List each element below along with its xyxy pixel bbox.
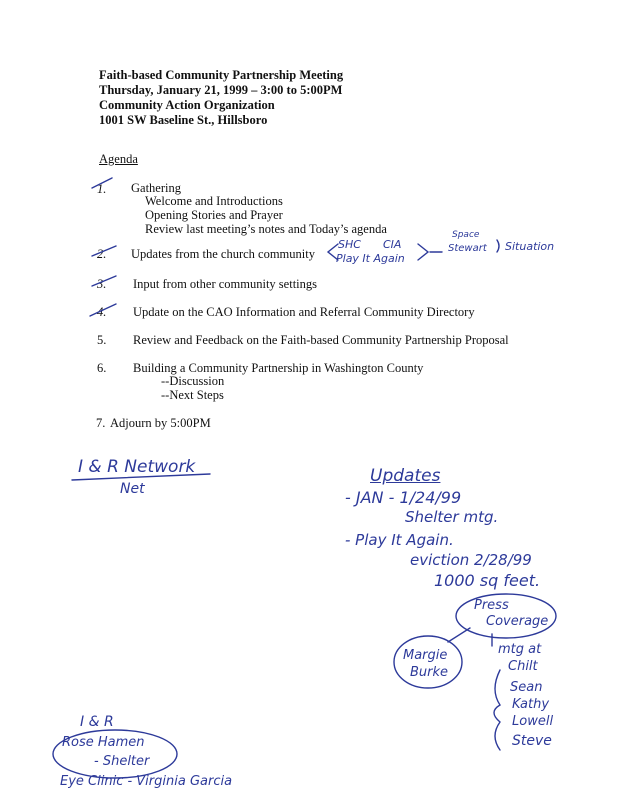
- hw-ir-bottom: I & R: [80, 714, 114, 730]
- header-address: 1001 SW Baseline St., Hillsboro: [99, 113, 268, 127]
- agenda-item-text: Review and Feedback on the Faith-based Community Partnership Proposal: [133, 333, 509, 347]
- brace-stroke: [497, 240, 499, 252]
- hw-press-1: Press: [474, 598, 509, 613]
- agenda-subitem: --Next Steps: [161, 388, 224, 402]
- agenda-subitem: --Discussion: [161, 374, 225, 388]
- hw-space-top: Space: [452, 230, 480, 240]
- agenda-item-number: 1.: [97, 182, 107, 196]
- header-title: Faith-based Community Partnership Meeting: [99, 68, 344, 82]
- agenda-item-number: 6.: [97, 361, 107, 375]
- hw-update-1a: - JAN - 1/24/99: [345, 488, 462, 507]
- agenda-item-text: Update on the CAO Information and Referral Community Directory: [133, 305, 475, 319]
- agenda-item-number: 2.: [97, 247, 107, 261]
- hw-press-2: Coverage: [486, 614, 549, 629]
- hw-update-1b: Shelter mtg.: [405, 508, 499, 526]
- hw-update-2c: 1000 sq feet.: [434, 571, 541, 590]
- agenda-subitem: Opening Stories and Prayer: [145, 208, 283, 222]
- agenda-item-text: Updates from the church community: [131, 247, 315, 261]
- connector-line: [448, 628, 470, 642]
- names-brace: [494, 670, 500, 750]
- hw-name-2: Kathy: [512, 697, 550, 712]
- hw-space-bottom: Stewart: [448, 243, 487, 254]
- hw-update-2a: - Play It Again.: [345, 531, 454, 549]
- agenda-item-number: 5.: [97, 333, 107, 347]
- hw-mtg-2: Chilt: [508, 659, 538, 674]
- hw-margie-1: Margie: [403, 648, 448, 663]
- hw-church-b: CIA: [383, 238, 402, 251]
- hw-rose-1: Rose Hamen: [62, 735, 145, 750]
- hw-mtg-1: mtg at: [498, 642, 542, 657]
- agenda-item-number: 7.: [96, 416, 106, 430]
- hw-situation: Situation: [505, 240, 555, 253]
- agenda-item-number: 3.: [97, 277, 107, 291]
- hw-margie-2: Burke: [410, 665, 449, 680]
- agenda-item-number: 4.: [97, 305, 107, 319]
- hw-name-3: Lowell: [512, 714, 554, 729]
- hw-church-a: SHC: [338, 238, 361, 251]
- agenda-item-text: Adjourn by 5:00PM: [110, 416, 211, 430]
- hw-network-1: I & R Network: [78, 457, 196, 477]
- bracket-right: [418, 244, 428, 260]
- agenda-subitem: Welcome and Introductions: [145, 194, 283, 208]
- hw-eye-clinic: Eye Clinic - Virginia Garcia: [60, 774, 233, 789]
- header-org: Community Action Organization: [99, 98, 275, 112]
- hw-updates-title: Updates: [370, 466, 441, 486]
- hw-update-2b: eviction 2/28/99: [410, 551, 532, 569]
- agenda-item-text: Gathering: [131, 181, 181, 195]
- hw-name-4: Steve: [512, 733, 552, 749]
- agenda-subitem: Review last meeting’s notes and Today’s agenda: [145, 222, 387, 236]
- agenda-item-text: Building a Community Partnership in Washington County: [133, 361, 424, 375]
- agenda-title: Agenda: [99, 152, 138, 166]
- hw-network-2: Net: [120, 481, 145, 497]
- agenda-item-text: Input from other community settings: [133, 277, 318, 291]
- hw-church-c: Play It Again: [336, 252, 405, 265]
- meeting-header: [99, 68, 343, 128]
- hw-name-1: Sean: [510, 680, 543, 695]
- header-date: Thursday, January 21, 1999 – 3:00 to 5:00PM: [99, 83, 343, 97]
- hw-rose-2: - Shelter: [94, 754, 150, 769]
